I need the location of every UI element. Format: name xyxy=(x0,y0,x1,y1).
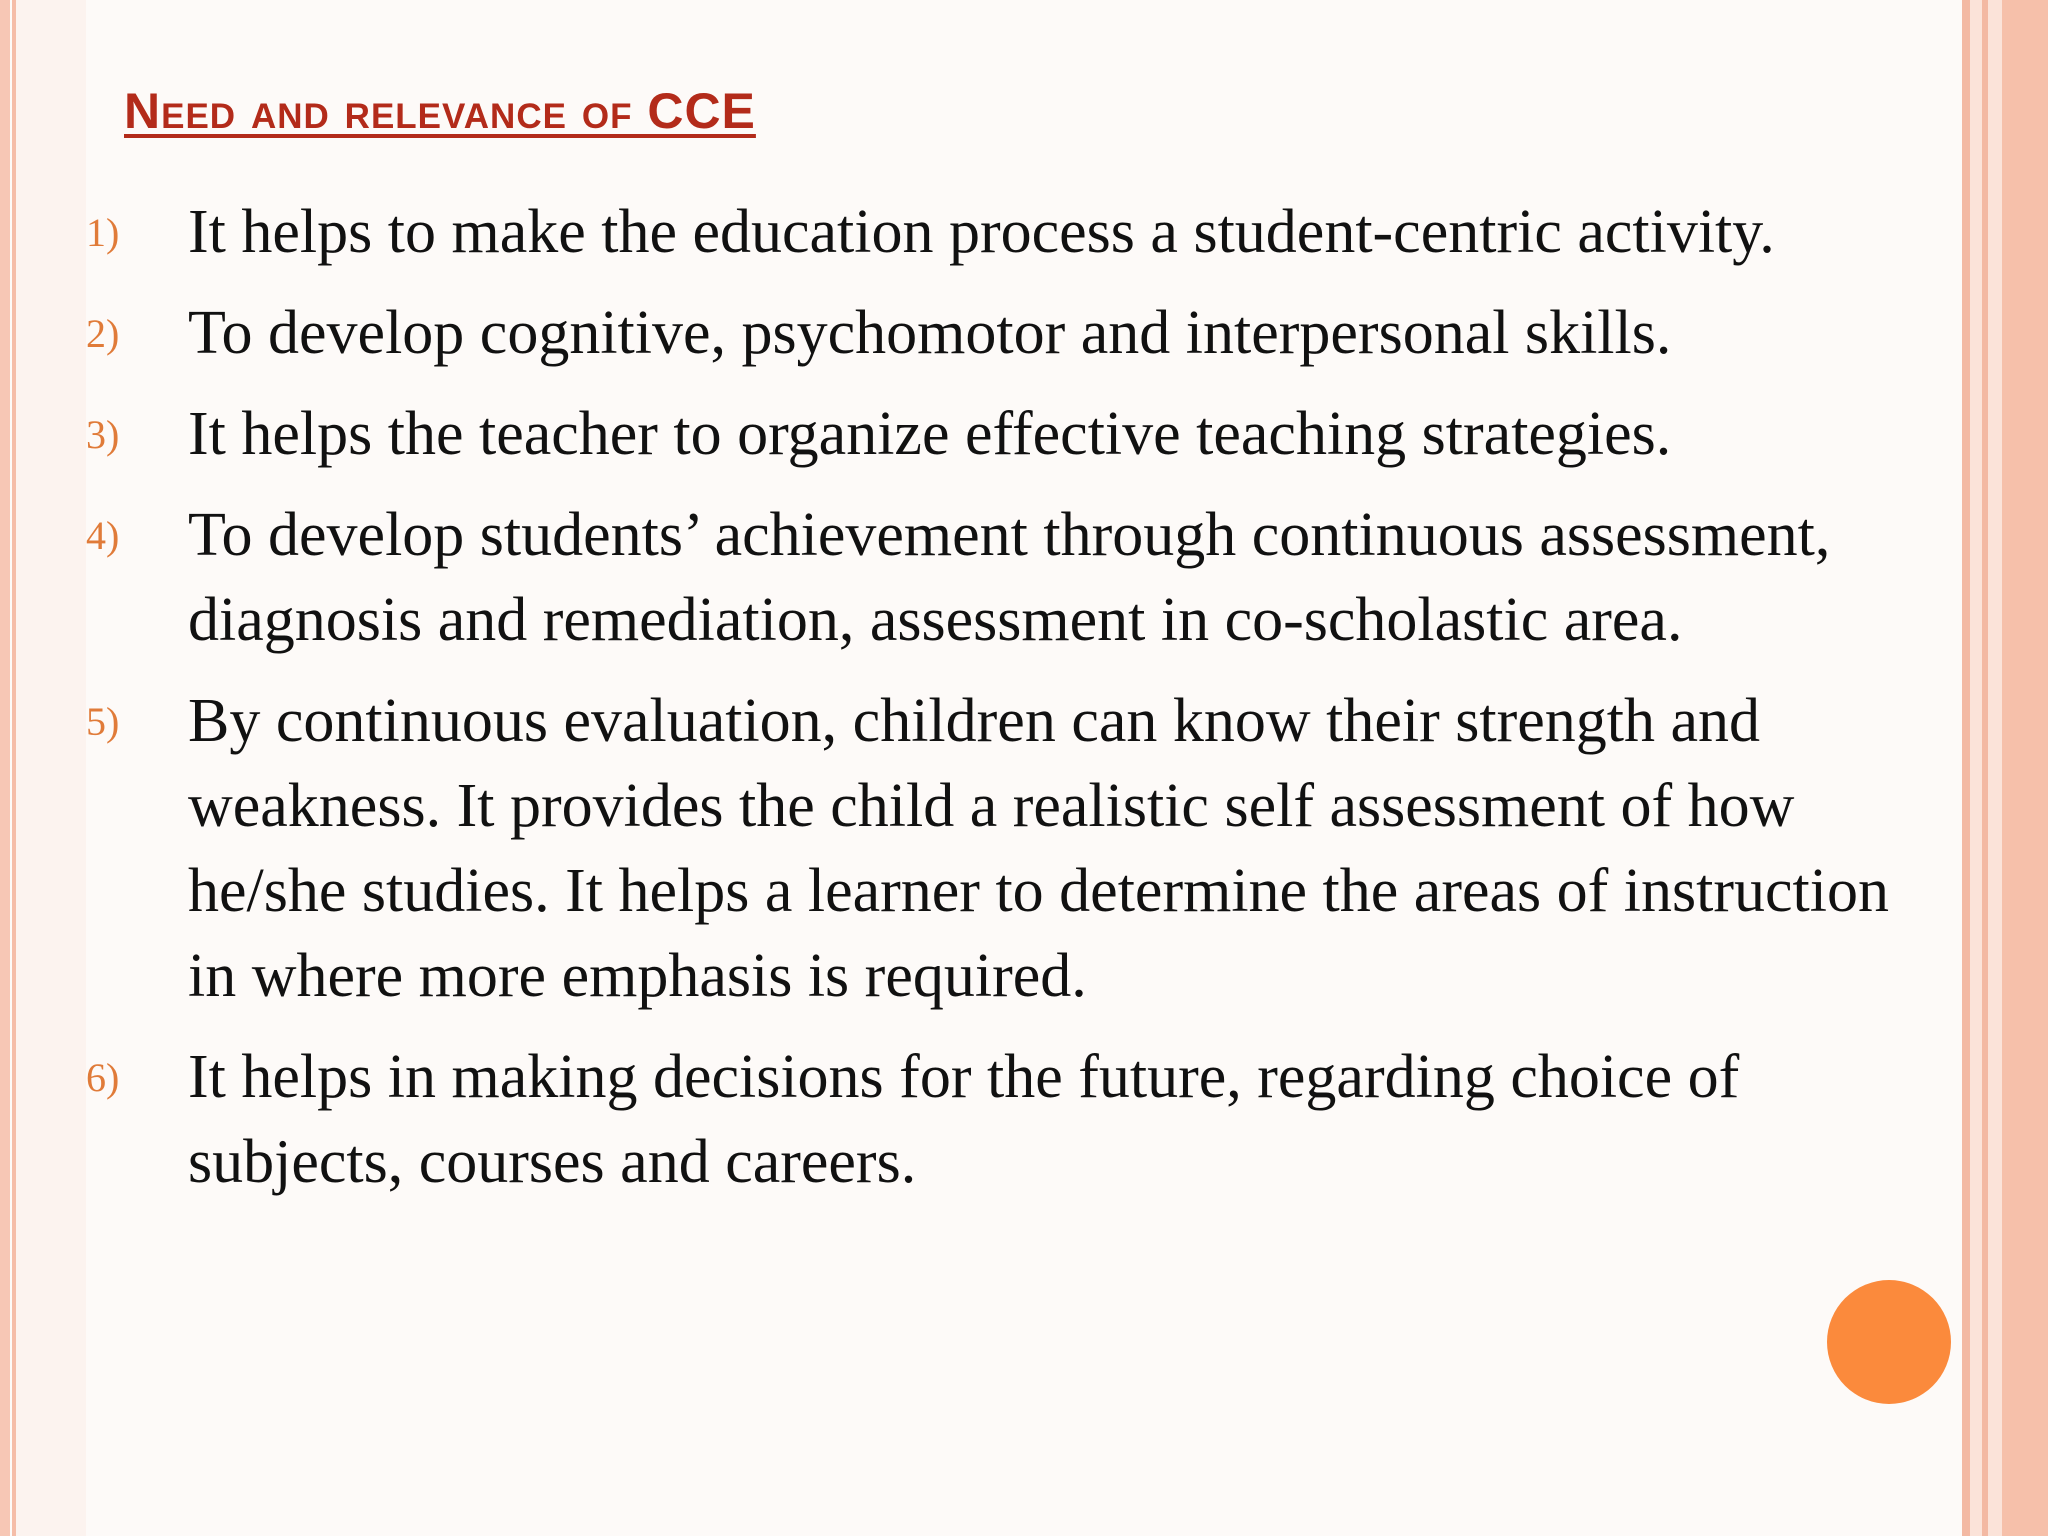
list-item xyxy=(0,1035,1950,1205)
item-text: To develop students’ achievement through continuous assessment, diagnosis and remediation, assessment in co-scholastic area. xyxy=(188,501,1831,654)
item-text: By continuous evaluation, children can know their strength and weakness. It provides the child a realistic self assessment of how he/she studies. It helps a learner to determine the areas of instruction in where more emphasis is required. xyxy=(188,687,1889,1010)
item-text: To develop cognitive, psychomotor and interpersonal skills. xyxy=(188,299,1672,367)
slide-title: Need and relevance of CCE xyxy=(124,83,756,139)
orange-circle-decoration xyxy=(1827,1280,1951,1404)
item-number: 4) xyxy=(86,513,120,558)
list-item xyxy=(0,493,1950,663)
right-border-stripe xyxy=(1962,0,1970,1536)
right-border-stripe xyxy=(1970,0,1982,1536)
item-number: 5) xyxy=(86,699,120,744)
item-text: It helps in making decisions for the future, regarding choice of subjects, courses and careers. xyxy=(188,1043,1740,1196)
item-text: It helps to make the education process a student-centric activity. xyxy=(188,198,1775,266)
item-number: 6) xyxy=(86,1055,120,1100)
item-number: 1) xyxy=(86,210,120,255)
list-item xyxy=(0,679,1950,1019)
list-item xyxy=(0,190,1950,275)
numbered-point-list xyxy=(0,190,1950,1221)
list-item xyxy=(0,291,1950,376)
right-border-stripe xyxy=(1988,0,2002,1536)
item-number: 3) xyxy=(86,412,120,457)
item-number: 2) xyxy=(86,311,120,356)
item-text: It helps the teacher to organize effective teaching strategies. xyxy=(188,400,1672,468)
list-item xyxy=(0,392,1950,477)
right-border-band xyxy=(2002,0,2048,1536)
